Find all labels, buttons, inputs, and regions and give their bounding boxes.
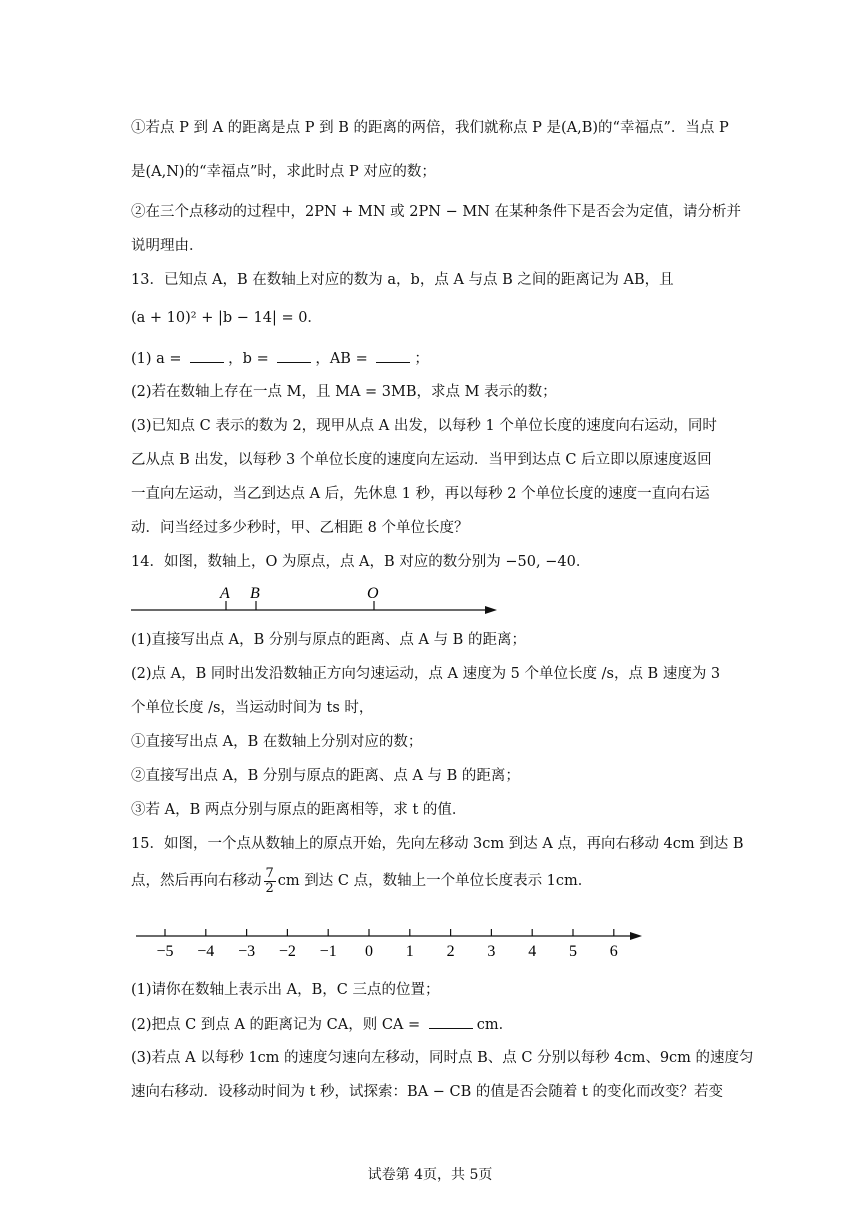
q15-part1: (1)请你在数轴上表示出 A，B，C 三点的位置； [131, 982, 440, 998]
q15-stem-part2: cm 到达 C 点，数轴上一个单位长度表示 1cm． [277, 873, 593, 889]
q13-part1-c: ，AB = [315, 351, 373, 367]
q15-stem-line2 [131, 866, 592, 896]
tick-marks [156, 929, 617, 960]
q13-part3-line4: 动．问当经过多少秒时，甲、乙相距 8 个单位长度？ [131, 520, 469, 536]
q14-part2-sub3: ③若 A，B 两点分别与原点的距离相等，求 t 的值． [131, 802, 467, 818]
answer-blank-a[interactable] [190, 348, 224, 363]
q13-part1-a: (1) a = [131, 351, 187, 367]
q15-stem-part1: 点，然后再向右移动 [131, 873, 262, 889]
q13-part1 [131, 348, 429, 369]
answer-blank-ca[interactable] [429, 1014, 473, 1029]
answer-blank-ab[interactable] [376, 348, 410, 363]
tick-label: −2 [278, 943, 296, 960]
page-footer: 试卷第 4页，共 5页 [367, 1167, 493, 1183]
point-label-a: A [220, 585, 230, 602]
tick-label: 6 [609, 943, 618, 960]
q13-stem-line2: (a + 10)² + |b − 14| = 0． [131, 310, 322, 326]
tick-label: −3 [238, 943, 256, 960]
q14-part2-line1: (2)点 A，B 同时出发沿数轴正方向匀速运动，点 A 速度为 5 个单位长度 /s，点 B 速度为 3 [131, 666, 721, 682]
q14-part2-sub1: ①直接写出点 A，B 在数轴上分别对应的数； [131, 734, 423, 750]
tick-label: −4 [197, 943, 215, 960]
q15-part3-line2: 速向右移动．设移动时间为 t 秒，试探索：BA − CB 的值是否会随着 t 的变化而改变？若变 [131, 1084, 723, 1100]
q15-stem-line1: 15．如图，一个点从数轴上的原点开始，先向左移动 3cm 到达 A 点，再向右移动 4cm 到达 B [131, 836, 744, 852]
q13-part1-d: ； [414, 351, 429, 367]
fraction-denominator: 2 [265, 880, 274, 896]
tick-label: 5 [569, 943, 577, 960]
tick-label: 3 [487, 943, 496, 960]
q13-part1-b: ，b = [228, 351, 274, 367]
tick-label: 2 [446, 943, 455, 960]
fraction-seven-halves [264, 867, 276, 896]
q12-part1-line1: ①若点 P 到 A 的距离是点 P 到 B 的距离的两倍，我们就称点 P 是(A,B)的“幸福点”．当点 P [131, 120, 729, 136]
q13-part3-line1: (3)已知点 C 表示的数为 2，现甲从点 A 出发，以每秒 1 个单位长度的速度向右运动，同时 [131, 418, 717, 434]
q12-part2-line1: ②在三个点移动的过程中，2PN + MN 或 2PN − MN 在某种条件下是否会为定值，请分析并 [131, 204, 741, 220]
q13-part2: (2)若在数轴上存在一点 M，且 MA = 3MB，求点 M 表示的数； [131, 384, 557, 400]
tick-label: −5 [156, 943, 174, 960]
q15-part3-line1: (3)若点 A 以每秒 1cm 的速度匀速向左移动，同时点 B、点 C 分别以每秒 4cm、9cm 的速度匀 [131, 1050, 754, 1066]
q15-number-line-figure [130, 920, 650, 970]
q15-part2 [131, 1014, 513, 1035]
answer-blank-b[interactable] [277, 348, 311, 363]
q12-part2-line2: 说明理由． [131, 238, 204, 254]
q14-part2-sub2: ②直接写出点 A，B 分别与原点的距离、点 A 与 B 的距离； [131, 768, 520, 784]
q14-stem: 14．如图，数轴上，O 为原点，点 A，B 对应的数分别为 −50, −40． [131, 554, 591, 570]
tick-label: 4 [528, 943, 537, 960]
q15-part2-text: (2)把点 C 到点 A 的距离记为 CA，则 CA = [131, 1017, 425, 1033]
point-label-o: O [367, 585, 379, 602]
q12-part1-line2: 是(A,N)的“幸福点”时，求此时点 P 对应的数； [131, 164, 436, 180]
tick-label: 1 [405, 943, 414, 960]
q14-number-line-figure [129, 580, 509, 630]
q13-part3-line3: 一直向左运动，当乙到达点 A 后，先休息 1 秒，再以每秒 2 个单位长度的速度一直向右运 [131, 486, 710, 502]
q15-part2-unit: cm． [476, 1017, 514, 1033]
q14-part2-line2: 个单位长度 /s，当运动时间为 ts 时， [131, 700, 374, 716]
q13-stem-line1: 13．已知点 A，B 在数轴上对应的数为 a，b，点 A 与点 B 之间的距离记为 AB，且 [131, 272, 674, 288]
q14-part1: (1)直接写出点 A，B 分别与原点的距离、点 A 与 B 的距离； [131, 632, 526, 648]
tick-label: 0 [365, 943, 373, 960]
tick-label: −1 [319, 943, 337, 960]
point-label-b: B [250, 585, 260, 602]
fraction-numerator: 7 [265, 865, 274, 881]
q13-part3-line2: 乙从点 B 出发，以每秒 3 个单位长度的速度向左运动．当甲到达点 C 后立即以原速度返回 [131, 452, 712, 468]
